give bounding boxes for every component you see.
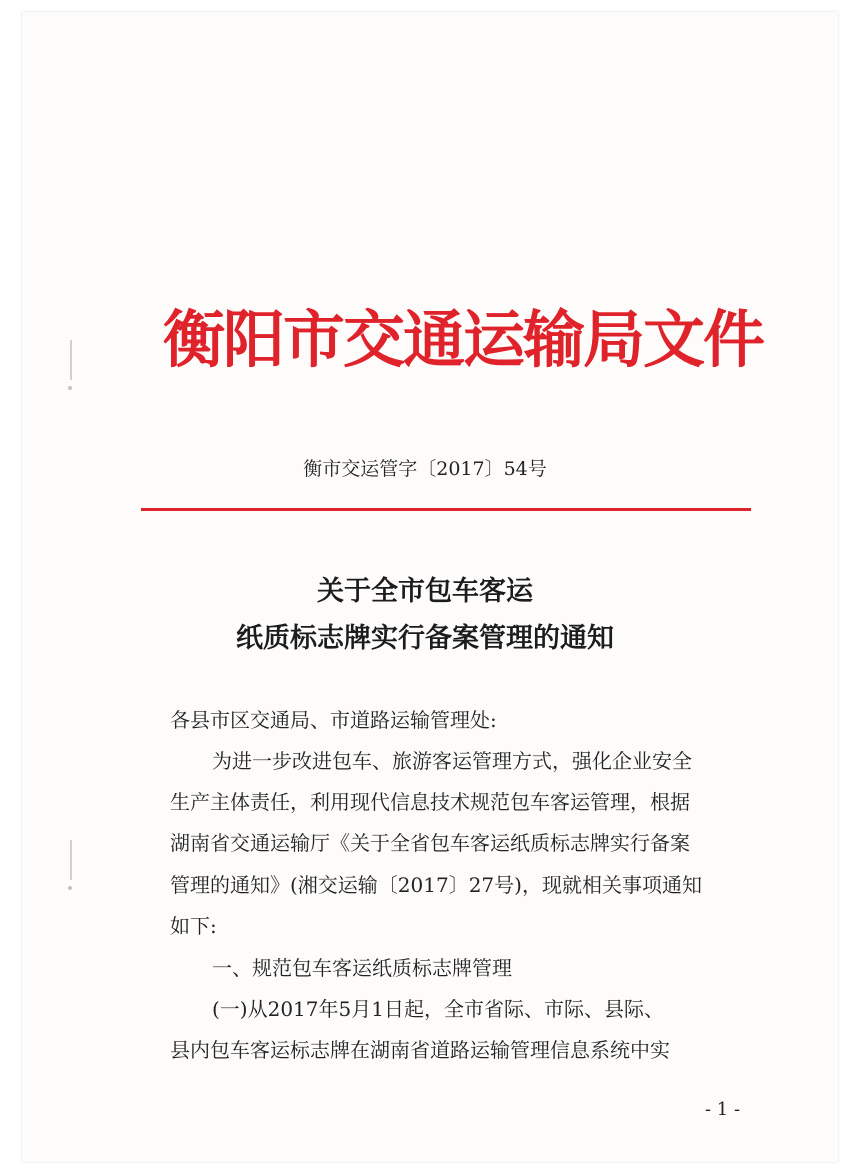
page-number: - 1 - <box>705 1099 741 1120</box>
document-header-title: 衡阳市交通运输局文件 <box>163 303 764 376</box>
body-line: (一)从2017年5月1日起，全市省际、市际、县际、 <box>212 997 664 1021</box>
section-heading: 一、规范包车客运纸质标志牌管理 <box>212 956 512 980</box>
body-line: 县内包车客运标志牌在湖南省道路运输管理信息系统中实 <box>170 1038 670 1062</box>
document-title-line-1: 关于全市包车客运 <box>317 576 533 607</box>
punch-dot <box>68 886 72 890</box>
body-line: 管理的通知》(湘交运输〔2017〕27号)，现就相关事项通知 <box>170 873 702 897</box>
red-separator-line <box>141 508 751 511</box>
body-line: 为进一步改进包车、旅游客运管理方式，强化企业安全 <box>212 749 692 773</box>
binding-mark-bottom <box>70 840 72 880</box>
salutation: 各县市区交通局、市道路运输管理处: <box>170 708 497 732</box>
body-line: 如下: <box>170 914 217 938</box>
body-line: 生产主体责任，利用现代信息技术规范包车客运管理，根据 <box>170 790 690 814</box>
binding-mark-top <box>70 340 72 380</box>
body-line: 湖南省交通运输厅《关于全省包车客运纸质标志牌实行备案 <box>170 831 690 855</box>
document-title-line-2: 纸质标志牌实行备案管理的通知 <box>236 623 614 654</box>
document-number: 衡市交运管字〔2017〕54号 <box>303 458 547 480</box>
punch-dot <box>68 386 72 390</box>
